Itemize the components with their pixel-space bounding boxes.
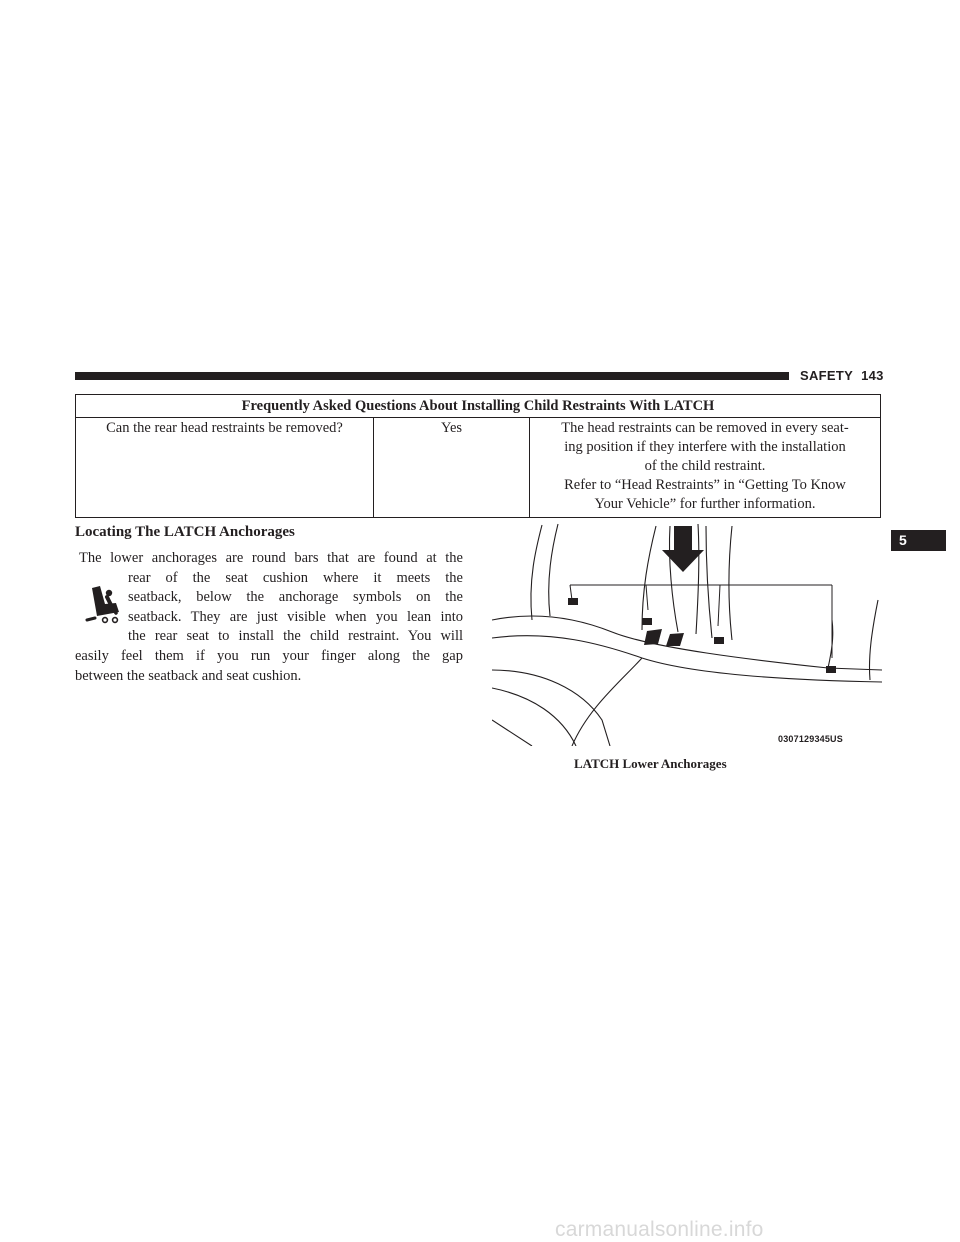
header-section: SAFETY (800, 368, 854, 383)
faq-table (75, 394, 881, 518)
running-header (800, 368, 884, 383)
page-number: 143 (861, 368, 884, 383)
watermark: carmanualsonline.info (555, 1218, 764, 1241)
child-seat-anchorage-icon (83, 582, 127, 626)
chapter-tab: 5 (891, 530, 946, 551)
faq-detail-line: Your Vehicle” for further information. (594, 496, 816, 512)
body-line: the rear seat to install the child restraint. You will (128, 628, 463, 645)
body-line: easily feel them if you run your finger along the gap (75, 647, 463, 664)
body-line: seatback, below the anchorage symbols on the (128, 589, 463, 606)
faq-table-header-row (76, 395, 881, 418)
body-line: The lower anchorages are round bars that are found at the (79, 550, 463, 566)
table-row (76, 418, 881, 518)
faq-table-title: Frequently Asked Questions About Installing Child Restraints With LATCH (76, 395, 881, 418)
faq-details (530, 418, 881, 518)
header-rule (75, 372, 789, 380)
faq-detail-line: ing position if they interfere with the installation (564, 439, 846, 455)
figure-code: 0307129345US (778, 734, 843, 744)
faq-detail-line: of the child restraint. (644, 458, 766, 474)
faq-question: Can the rear head restraints be removed? (76, 418, 374, 518)
figure-caption: LATCH Lower Anchorages (574, 756, 727, 771)
latch-anchorages-illustration (492, 520, 882, 746)
faq-answer: Yes (374, 418, 530, 518)
body-line: seatback. They are just visible when you lean into (128, 608, 463, 625)
faq-detail-line: The head restraints can be removed in every seat- (561, 420, 849, 436)
body-line: between the seatback and seat cushion. (75, 667, 302, 684)
section-body (75, 549, 463, 686)
faq-detail-line: Refer to “Head Restraints” in “Getting To Know (564, 477, 846, 493)
body-line: rear of the seat cushion where it meets the (128, 569, 463, 586)
section-heading: Locating The LATCH Anchorages (75, 524, 295, 540)
